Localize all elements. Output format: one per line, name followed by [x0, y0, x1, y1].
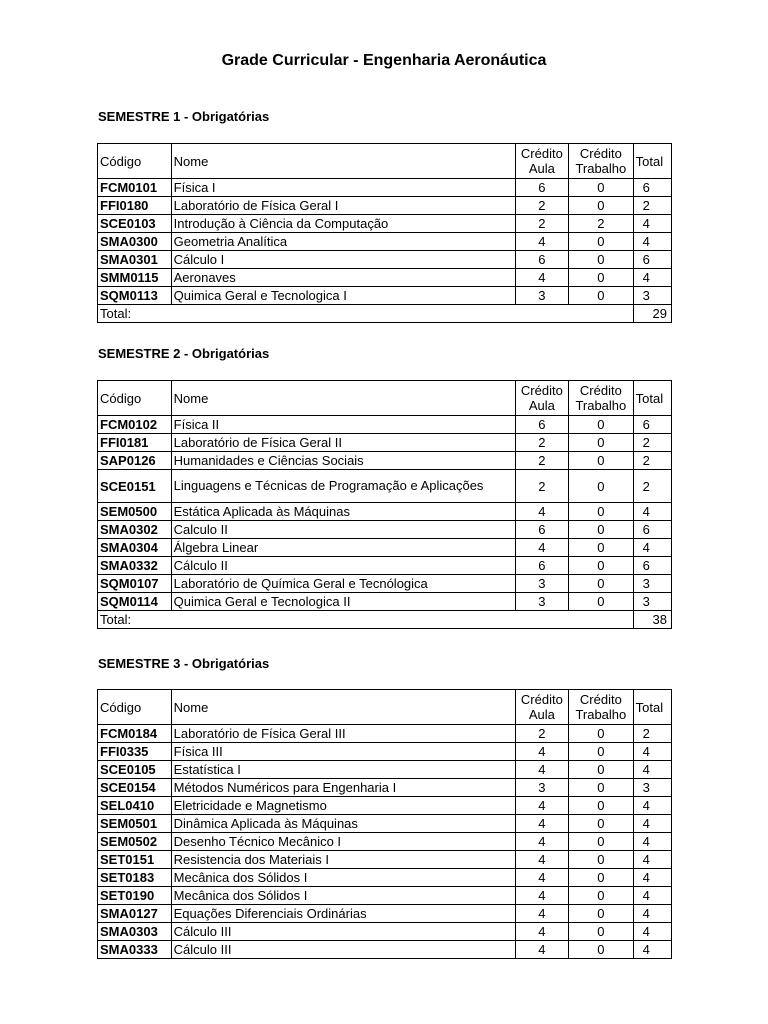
credit-class: 4 [515, 905, 568, 923]
table-row [98, 215, 672, 233]
course-code: SEM0501 [98, 815, 172, 833]
course-total: 6 [633, 521, 671, 539]
course-code: SMA0303 [98, 923, 172, 941]
column-header-credit-class-line1: Crédito [520, 692, 563, 707]
credit-work: 0 [569, 521, 634, 539]
table-row [98, 761, 672, 779]
course-total: 3 [633, 593, 671, 611]
semester-2-table [97, 380, 672, 629]
credit-work: 0 [569, 269, 634, 287]
course-name: Cálculo I [171, 251, 515, 269]
course-code: SMM0115 [98, 269, 172, 287]
table-row [98, 593, 672, 611]
credit-work: 0 [569, 923, 634, 941]
credit-class: 2 [515, 725, 568, 743]
course-total: 4 [633, 869, 671, 887]
credit-class: 4 [515, 923, 568, 941]
course-name: Estática Aplicada às Máquinas [171, 503, 515, 521]
course-total: 3 [633, 779, 671, 797]
course-code: SMA0301 [98, 251, 172, 269]
column-header-code: Código [98, 381, 172, 416]
course-name: Cálculo III [171, 941, 515, 959]
course-name: Estatística I [171, 761, 515, 779]
course-total: 3 [633, 287, 671, 305]
column-header-credit-class [515, 381, 568, 416]
column-header-credit-class-line2: Aula [528, 707, 555, 722]
course-total: 4 [633, 743, 671, 761]
course-name: Calculo II [171, 521, 515, 539]
credit-work: 0 [569, 503, 634, 521]
course-name: Quimica Geral e Tecnologica I [171, 287, 515, 305]
course-name: Introdução à Ciência da Computação [171, 215, 515, 233]
column-header-credit-work-line1: Crédito [579, 692, 622, 707]
course-total: 4 [633, 269, 671, 287]
table-row [98, 539, 672, 557]
credit-work: 0 [569, 869, 634, 887]
column-header-credit-class-line2: Aula [528, 161, 555, 176]
credit-class: 4 [515, 233, 568, 251]
course-code: FFI0180 [98, 197, 172, 215]
column-header-total: Total [633, 144, 671, 179]
course-name: Física II [171, 416, 515, 434]
course-total: 6 [633, 557, 671, 575]
credit-class: 2 [515, 470, 568, 503]
total-row [98, 611, 672, 629]
semester-credit-sum: 38 [633, 611, 671, 629]
table-header-row [98, 144, 672, 179]
course-name: Laboratório de Física Geral I [171, 197, 515, 215]
course-code: SMA0127 [98, 905, 172, 923]
total-label: Total: [98, 611, 634, 629]
credit-class: 2 [515, 434, 568, 452]
table-row [98, 251, 672, 269]
table-row [98, 923, 672, 941]
table-row [98, 905, 672, 923]
credit-class: 4 [515, 743, 568, 761]
credit-work: 0 [569, 593, 634, 611]
credit-work: 0 [569, 815, 634, 833]
course-total: 4 [633, 539, 671, 557]
course-total: 6 [633, 251, 671, 269]
course-code: SMA0302 [98, 521, 172, 539]
table-row [98, 743, 672, 761]
table-row [98, 503, 672, 521]
course-total: 4 [633, 815, 671, 833]
course-total: 4 [633, 233, 671, 251]
table-row [98, 521, 672, 539]
credit-class: 6 [515, 521, 568, 539]
course-code: FCM0101 [98, 179, 172, 197]
course-total: 4 [633, 887, 671, 905]
credit-class: 3 [515, 575, 568, 593]
column-header-code: Código [98, 144, 172, 179]
course-code: SQM0113 [98, 287, 172, 305]
credit-work: 0 [569, 743, 634, 761]
course-total: 2 [633, 197, 671, 215]
table-row [98, 941, 672, 959]
column-header-name: Nome [171, 144, 515, 179]
course-name: Mecânica dos Sólidos I [171, 869, 515, 887]
credit-class: 2 [515, 197, 568, 215]
table-row [98, 557, 672, 575]
credit-work: 0 [569, 251, 634, 269]
total-label: Total: [98, 305, 634, 323]
course-name: Cálculo III [171, 923, 515, 941]
column-header-credit-work-line2: Trabalho [575, 707, 627, 722]
table-row [98, 575, 672, 593]
credit-class: 6 [515, 416, 568, 434]
credit-class: 4 [515, 815, 568, 833]
course-total: 4 [633, 503, 671, 521]
column-header-name: Nome [171, 381, 515, 416]
course-total: 4 [633, 941, 671, 959]
course-total: 4 [633, 851, 671, 869]
credit-class: 4 [515, 941, 568, 959]
course-code: FCM0102 [98, 416, 172, 434]
document-title: Grade Curricular - Engenharia Aeronáutica [221, 52, 547, 69]
column-header-credit-work [569, 144, 634, 179]
table-row [98, 725, 672, 743]
semester-1-heading: SEMESTRE 1 - Obrigatórias [98, 109, 270, 124]
course-name: Quimica Geral e Tecnologica II [171, 593, 515, 611]
table-row [98, 833, 672, 851]
course-name: Eletricidade e Magnetismo [171, 797, 515, 815]
course-name: Física III [171, 743, 515, 761]
course-code: SEL0410 [98, 797, 172, 815]
table-row [98, 887, 672, 905]
semester-3-table [97, 689, 672, 959]
course-code: SAP0126 [98, 452, 172, 470]
credit-work: 0 [569, 725, 634, 743]
course-name: Física I [171, 179, 515, 197]
credit-work: 0 [569, 941, 634, 959]
column-header-code: Código [98, 690, 172, 725]
course-code: FCM0184 [98, 725, 172, 743]
credit-work: 0 [569, 434, 634, 452]
credit-work: 0 [569, 851, 634, 869]
course-name: Laboratório de Química Geral e Tecnólogica [171, 575, 515, 593]
credit-class: 4 [515, 833, 568, 851]
table-row [98, 452, 672, 470]
course-total: 2 [633, 434, 671, 452]
credit-class: 6 [515, 179, 568, 197]
table-row [98, 269, 672, 287]
table-row [98, 197, 672, 215]
credit-class: 2 [515, 452, 568, 470]
course-name: Laboratório de Física Geral III [171, 725, 515, 743]
semester-credit-sum: 29 [633, 305, 671, 323]
credit-work: 0 [569, 470, 634, 503]
course-name: Aeronaves [171, 269, 515, 287]
course-name: Métodos Numéricos para Engenharia I [171, 779, 515, 797]
credit-class: 2 [515, 215, 568, 233]
course-name: Geometria Analítica [171, 233, 515, 251]
course-total: 3 [633, 575, 671, 593]
course-code: SET0183 [98, 869, 172, 887]
credit-class: 4 [515, 869, 568, 887]
course-name: Mecânica dos Sólidos I [171, 887, 515, 905]
credit-work: 0 [569, 452, 634, 470]
course-code: SET0151 [98, 851, 172, 869]
credit-work: 2 [569, 215, 634, 233]
column-header-credit-class-line1: Crédito [520, 383, 563, 398]
credit-work: 0 [569, 887, 634, 905]
column-header-credit-work [569, 690, 634, 725]
course-code: SMA0333 [98, 941, 172, 959]
course-code: SMA0332 [98, 557, 172, 575]
credit-class: 4 [515, 503, 568, 521]
credit-class: 4 [515, 539, 568, 557]
course-name: Desenho Técnico Mecânico I [171, 833, 515, 851]
table-row [98, 287, 672, 305]
credit-class: 4 [515, 269, 568, 287]
course-code: SCE0103 [98, 215, 172, 233]
course-name: Laboratório de Física Geral II [171, 434, 515, 452]
course-total: 6 [633, 416, 671, 434]
course-code: FFI0335 [98, 743, 172, 761]
credit-class: 3 [515, 593, 568, 611]
course-total: 4 [633, 923, 671, 941]
course-code: SMA0300 [98, 233, 172, 251]
credit-work: 0 [569, 557, 634, 575]
course-name: Álgebra Linear [171, 539, 515, 557]
column-header-credit-work-line2: Trabalho [575, 398, 627, 413]
course-total: 4 [633, 905, 671, 923]
course-name: Dinâmica Aplicada às Máquinas [171, 815, 515, 833]
credit-work: 0 [569, 905, 634, 923]
table-row [98, 179, 672, 197]
course-code: SCE0105 [98, 761, 172, 779]
course-total: 2 [633, 470, 671, 503]
course-total: 2 [633, 725, 671, 743]
total-row [98, 305, 672, 323]
table-header-row [98, 381, 672, 416]
column-header-credit-class [515, 144, 568, 179]
course-code: SQM0107 [98, 575, 172, 593]
column-header-total: Total [633, 381, 671, 416]
course-total: 4 [633, 797, 671, 815]
column-header-credit-work-line2: Trabalho [575, 161, 627, 176]
credit-work: 0 [569, 761, 634, 779]
credit-work: 0 [569, 833, 634, 851]
course-name: Resistencia dos Materiais I [171, 851, 515, 869]
credit-work: 0 [569, 197, 634, 215]
course-total: 2 [633, 452, 671, 470]
credit-work: 0 [569, 179, 634, 197]
course-total: 6 [633, 179, 671, 197]
table-row [98, 233, 672, 251]
course-name: Cálculo II [171, 557, 515, 575]
table-row [98, 434, 672, 452]
credit-work: 0 [569, 797, 634, 815]
column-header-credit-class-line2: Aula [528, 398, 555, 413]
column-header-credit-class [515, 690, 568, 725]
table-header-row [98, 690, 672, 725]
credit-class: 3 [515, 287, 568, 305]
course-name: Humanidades e Ciências Sociais [171, 452, 515, 470]
table-row [98, 470, 672, 503]
credit-class: 6 [515, 251, 568, 269]
credit-class: 4 [515, 851, 568, 869]
credit-work: 0 [569, 233, 634, 251]
course-code: SQM0114 [98, 593, 172, 611]
semester-3-heading: SEMESTRE 3 - Obrigatórias [98, 656, 270, 671]
course-code: FFI0181 [98, 434, 172, 452]
column-header-total: Total [633, 690, 671, 725]
course-name: Equações Diferenciais Ordinárias [171, 905, 515, 923]
table-row [98, 869, 672, 887]
credit-work: 0 [569, 287, 634, 305]
course-code: SET0190 [98, 887, 172, 905]
course-total: 4 [633, 215, 671, 233]
course-code: SCE0151 [98, 470, 172, 503]
course-code: SMA0304 [98, 539, 172, 557]
credit-class: 4 [515, 761, 568, 779]
course-total: 4 [633, 761, 671, 779]
column-header-credit-work-line1: Crédito [579, 383, 622, 398]
column-header-credit-work [569, 381, 634, 416]
credit-class: 4 [515, 887, 568, 905]
course-code: SEM0500 [98, 503, 172, 521]
credit-class: 4 [515, 797, 568, 815]
credit-work: 0 [569, 779, 634, 797]
credit-class: 6 [515, 557, 568, 575]
course-code: SCE0154 [98, 779, 172, 797]
credit-work: 0 [569, 416, 634, 434]
table-row [98, 779, 672, 797]
table-row [98, 797, 672, 815]
credit-class: 3 [515, 779, 568, 797]
credit-work: 0 [569, 575, 634, 593]
credit-work: 0 [569, 539, 634, 557]
table-row [98, 815, 672, 833]
semester-2-heading: SEMESTRE 2 - Obrigatórias [98, 346, 270, 361]
table-row [98, 416, 672, 434]
column-header-credit-class-line1: Crédito [520, 146, 563, 161]
column-header-name: Nome [171, 690, 515, 725]
semester-1-table [97, 143, 672, 323]
column-header-credit-work-line1: Crédito [579, 146, 622, 161]
course-total: 4 [633, 833, 671, 851]
course-code: SEM0502 [98, 833, 172, 851]
table-row [98, 851, 672, 869]
course-name: Linguagens e Técnicas de Programação e Aplicações [171, 470, 515, 503]
